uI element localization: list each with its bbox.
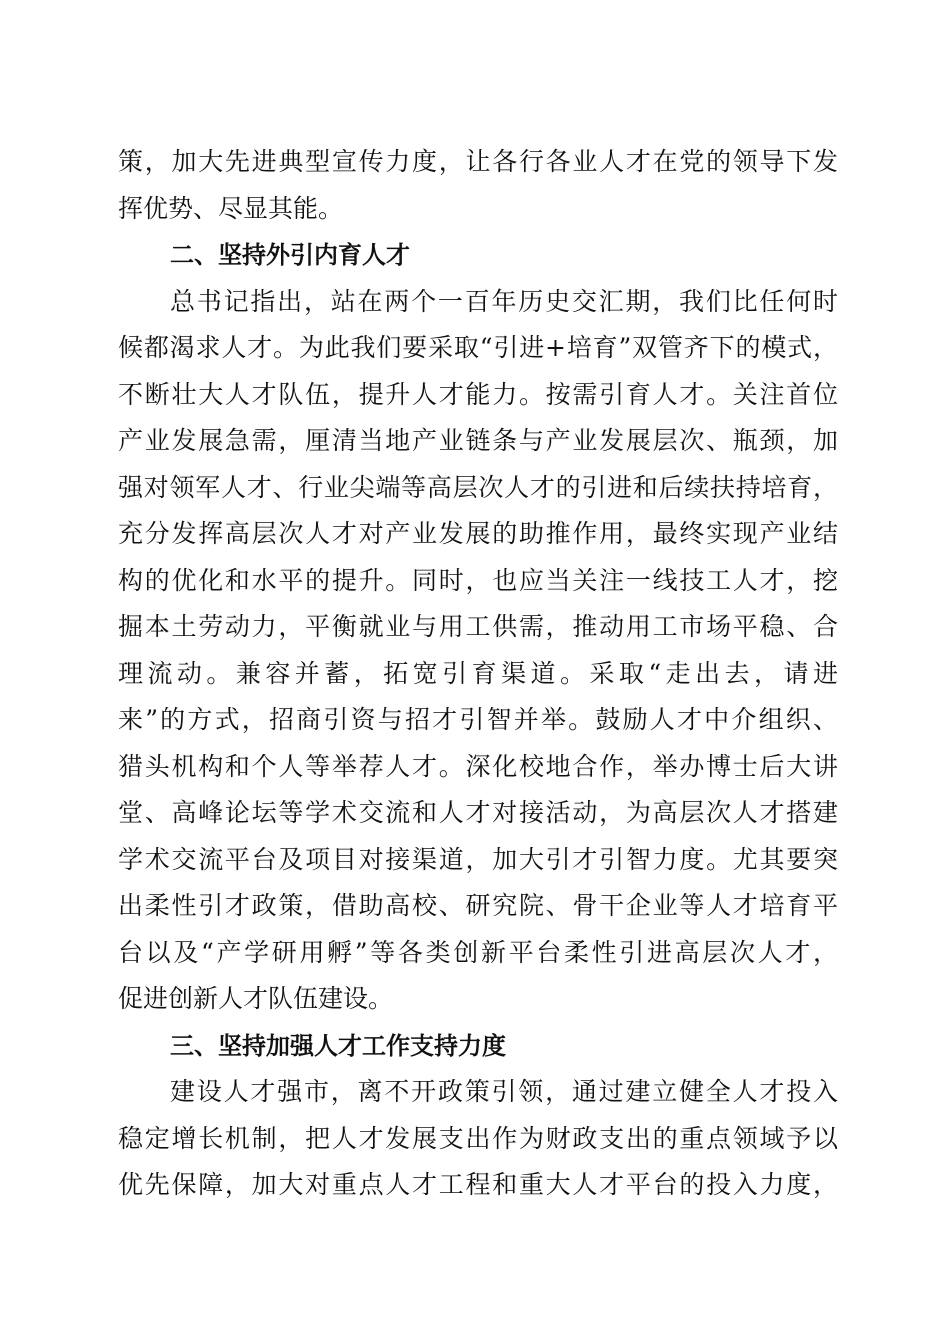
paragraph-line: 优先保障，加大对重点人才工程和重大人才平台的投入力度，: [118, 1170, 838, 1199]
paragraph-line: 学术交流平台及项目对接渠道，加大引才引智力度。尤其要突: [118, 844, 838, 874]
section-heading: 三、坚持加强人才工作支持力度: [170, 1031, 506, 1060]
paragraph-line: 候都渴求人才。为此我们要采取“引进+培育”双管齐下的模式，: [118, 333, 838, 362]
section-heading: 二、坚持外引内育人才: [170, 241, 410, 269]
paragraph-line: 充分发挥高层次人才对产业发展的助推作用，最终实现产业结: [118, 519, 838, 548]
document-body: [118, 139, 838, 1209]
paragraph-line: 构的优化和水平的提升。同时，也应当关注一线技工人才，挖: [118, 565, 838, 595]
paragraph-line: 猎头机构和个人等举荐人才。深化校地合作，举办博士后大讲: [118, 751, 838, 781]
paragraph-line: 不断壮大人才队伍，提升人才能力。按需引育人才。关注首位: [118, 379, 838, 409]
paragraph-line: 挥优势、尽显其能。: [118, 193, 344, 223]
paragraph-line: 堂、高峰论坛等学术交流和人才对接活动，为高层次人才搭建: [118, 798, 838, 827]
paragraph-line: 台以及“产学研用孵”等各类创新平台柔性引进高层次人才，: [118, 937, 838, 967]
paragraph-line: 稳定增长机制，把人才发展支出作为财政支出的重点领域予以: [118, 1123, 838, 1153]
paragraph-line: 出柔性引才政策，借助高校、研究院、骨干企业等人才培育平: [118, 891, 838, 920]
paragraph-line: 理流动。兼容并蓄，拓宽引育渠道。采取“走出去，请进: [118, 658, 838, 688]
paragraph-line: 策，加大先进典型宣传力度，让各行各业人才在党的领导下发: [118, 147, 838, 176]
paragraph-line: 强对领军人才、行业尖端等高层次人才的引进和后续扶持培育，: [118, 472, 838, 502]
paragraph-line: 产业发展急需，厘清当地产业链条与产业发展层次、瓶颈，加: [118, 426, 838, 455]
paragraph-line: 掘本土劳动力，平衡就业与用工供需，推动用工市场平稳、合: [118, 612, 838, 641]
paragraph-line: 促进创新人才队伍建设。: [118, 984, 394, 1013]
paragraph-line: 来”的方式，招商引资与招才引智并举。鼓励人才中介组织、: [118, 705, 838, 734]
paragraph-line: 总书记指出，站在两个一百年历史交汇期，我们比任何时: [170, 286, 838, 316]
paragraph-line: 建设人才强市，离不开政策引领，通过建立健全人才投入: [170, 1077, 838, 1106]
